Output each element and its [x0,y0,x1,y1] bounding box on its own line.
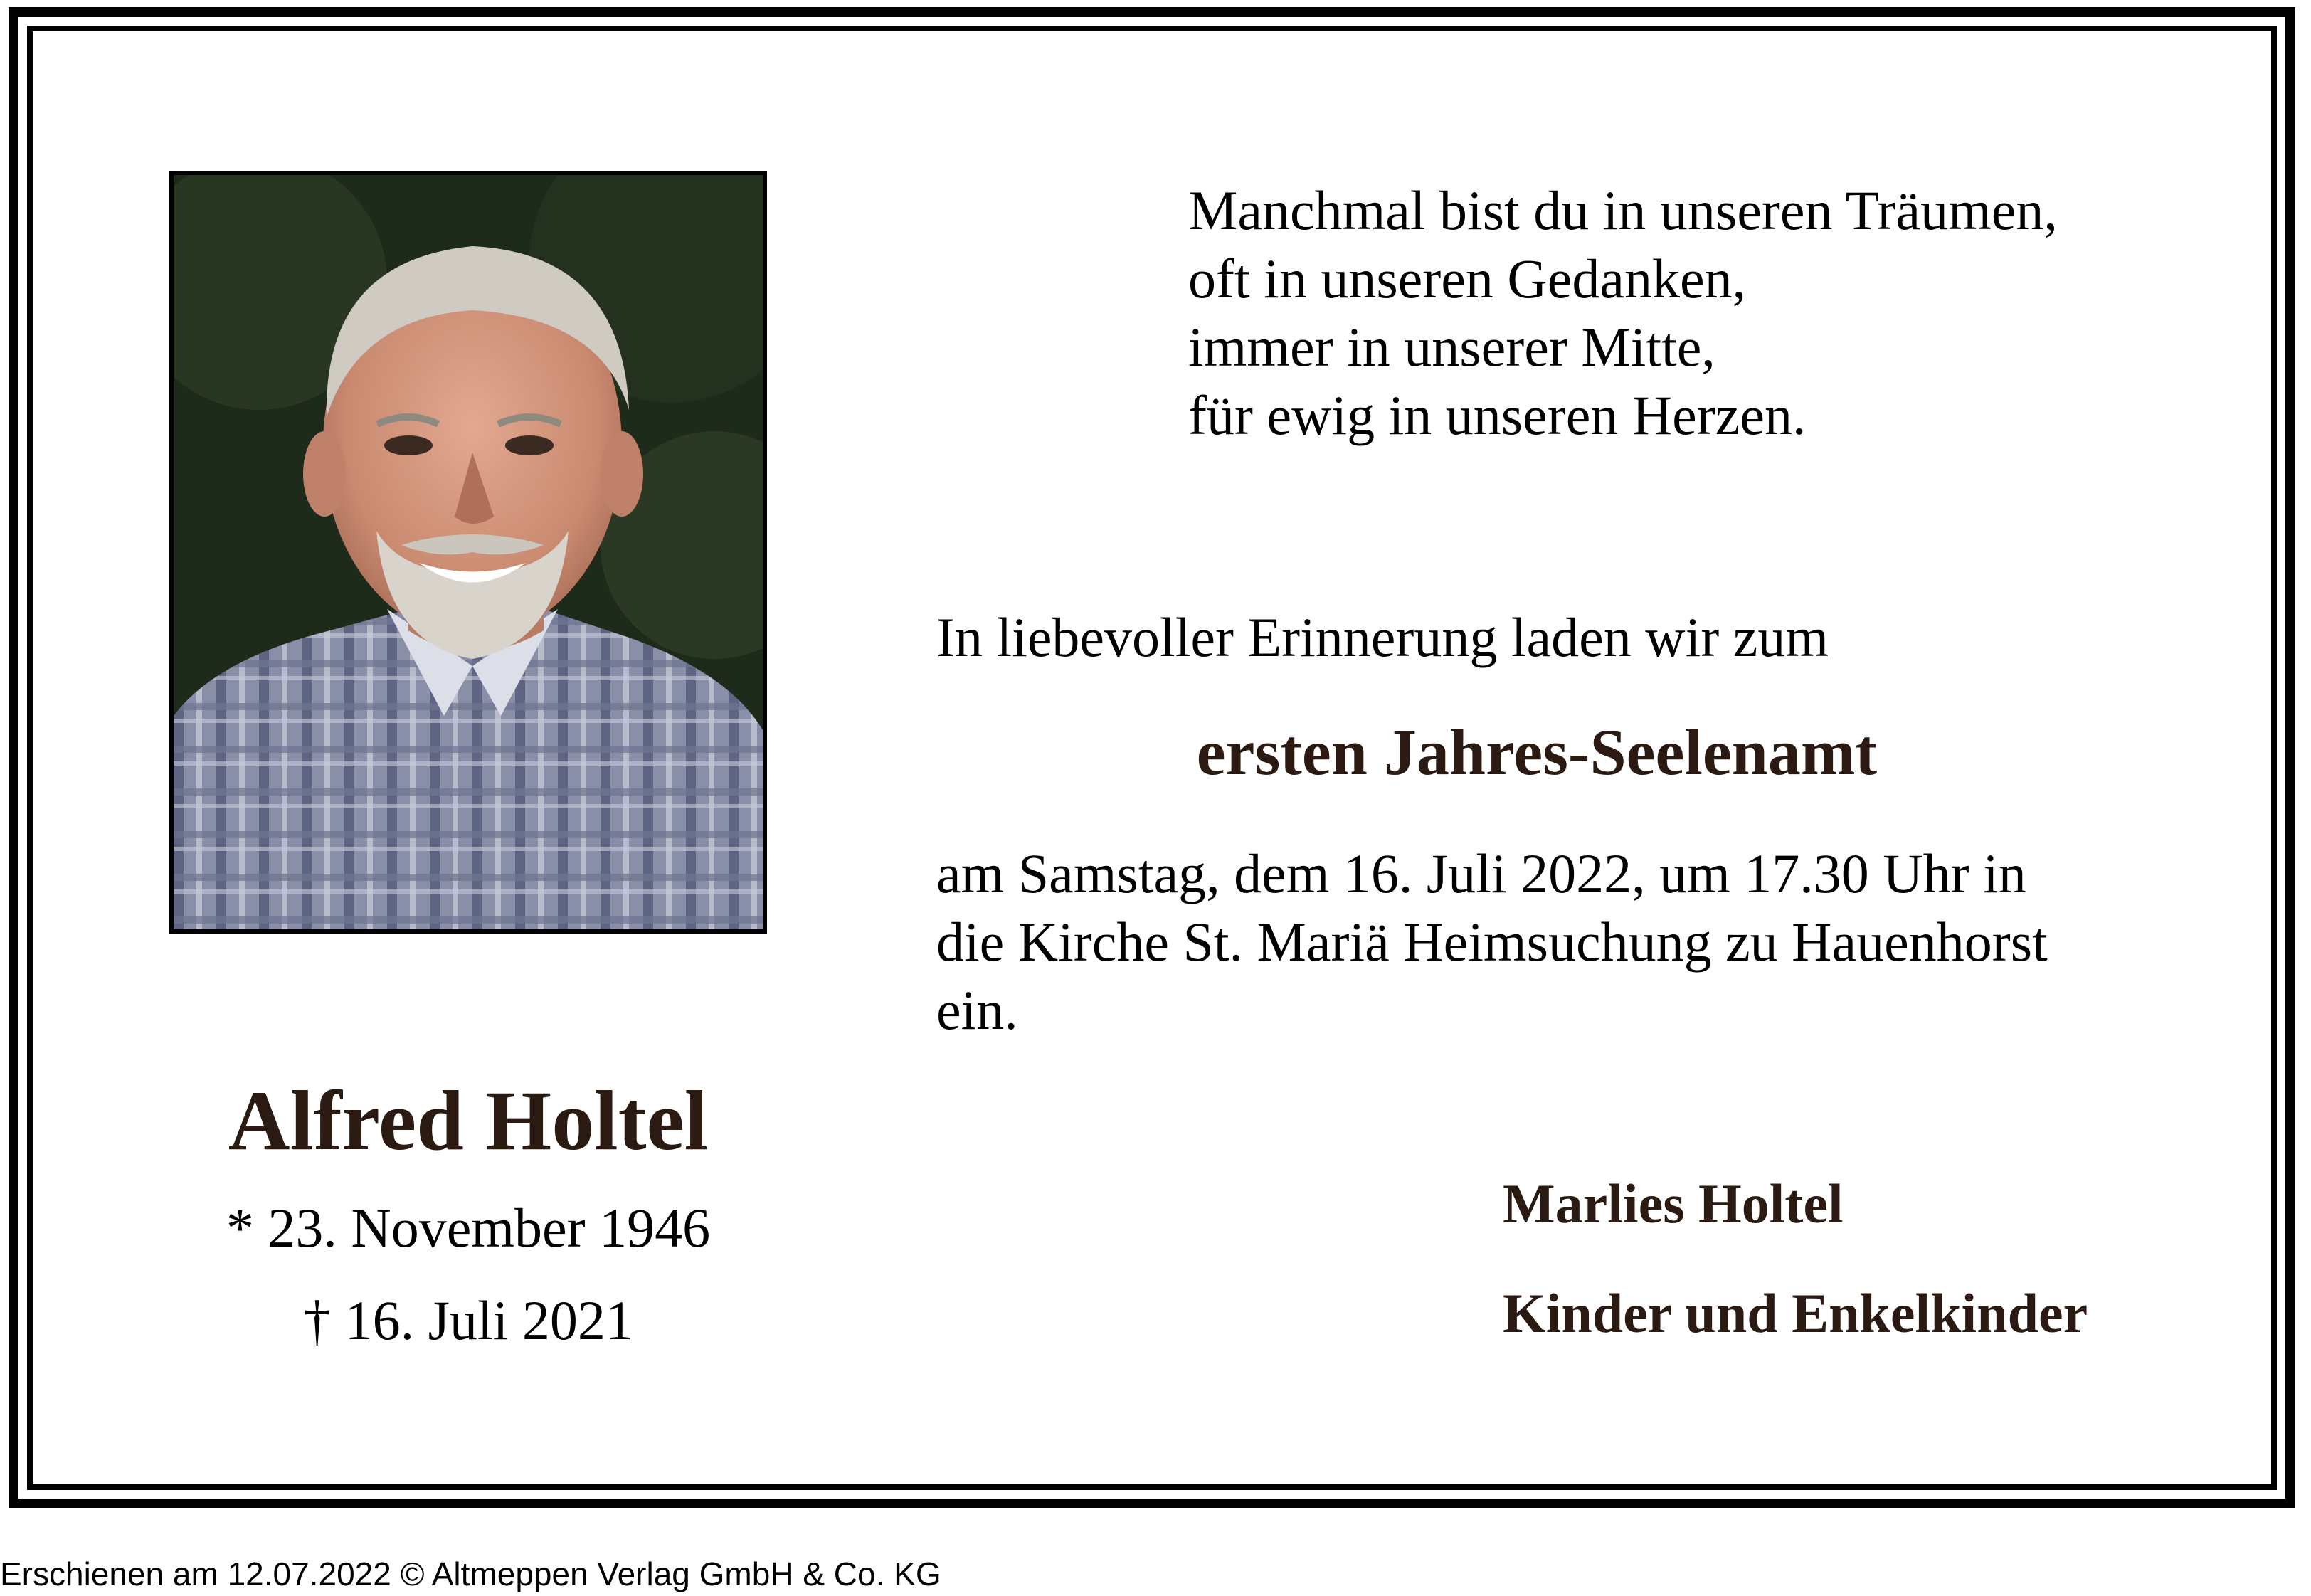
event-details-line: die Kirche St. Mariä Heimsuchung zu Hauenhorst [936,911,2048,973]
event-details [936,840,2048,1045]
poem-line: immer in unserer Mitte, [1188,316,1715,378]
signature-line: Marlies Holtel [1503,1173,1844,1235]
poem-line: Manchmal bist du in unseren Träumen, [1188,179,2058,241]
invitation-intro: In liebevoller Erinnerung laden wir zum [936,606,1829,668]
event-details-line: ein. [936,979,1018,1041]
publication-footer: Erschienen am 12.07.2022 © Altmeppen Verlag GmbH & Co. KG [0,1555,941,1592]
poem [1188,176,2058,450]
event-details-line: am Samstag, dem 16. Juli 2022, um 17.30 Uhr in [936,842,2026,904]
portrait-illustration [174,175,763,929]
poem-line: oft in unseren Gedanken, [1188,248,1747,310]
event-title: ersten Jahres-Seelenamt [1196,716,1878,788]
deceased-name: Alfred Holtel [228,1073,709,1168]
birth-date: * 23. November 1946 [226,1197,711,1259]
poem-line: für ewig in unseren Herzen. [1188,384,1807,446]
death-date: † 16. Juli 2021 [303,1289,633,1351]
signature-line: Kinder und Enkelkinder [1503,1282,2088,1344]
portrait-photo [169,171,767,934]
